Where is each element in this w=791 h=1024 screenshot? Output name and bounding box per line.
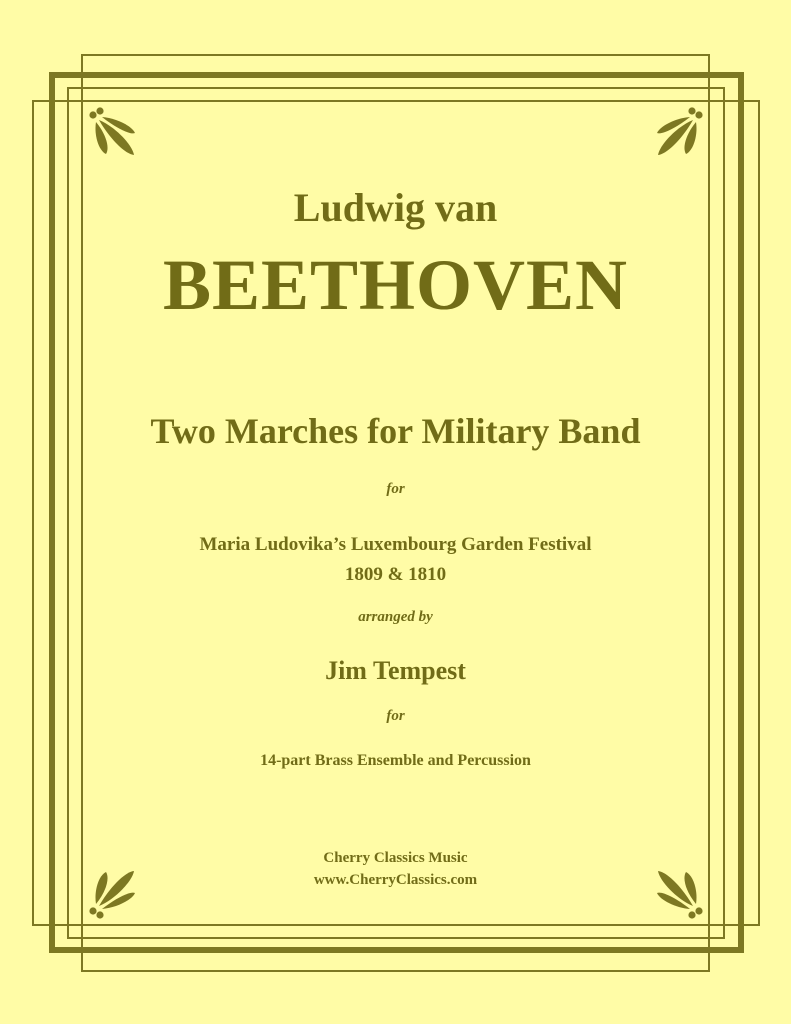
occasion: Maria Ludovika’s Luxembourg Garden Festival — [199, 534, 592, 555]
for-label: for — [386, 481, 405, 497]
composer-first-name: Ludwig van — [293, 185, 498, 230]
arranged-by-label: arranged by — [358, 609, 433, 625]
ornament-top-right-icon — [636, 104, 706, 174]
website: www.CherryClassics.com — [313, 872, 478, 888]
for-label-2: for — [386, 708, 405, 724]
arranger-name: Jim Tempest — [325, 656, 466, 685]
ornament-top-left-icon — [86, 104, 156, 174]
composer-last-name: BEETHOVEN — [162, 245, 629, 325]
instrumentation: 14-part Brass Ensemble and Percussion — [260, 752, 531, 769]
work-title: Two Marches for Military Band — [150, 411, 641, 451]
years: 1809 & 1810 — [344, 564, 447, 585]
publisher: Cherry Classics Music — [323, 850, 468, 866]
